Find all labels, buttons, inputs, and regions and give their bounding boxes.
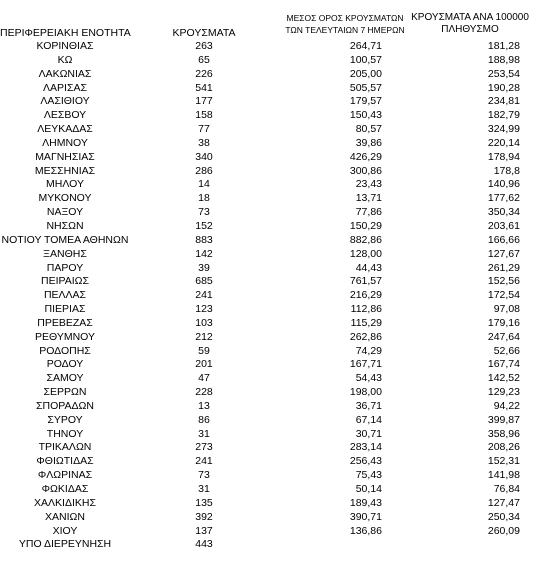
cell-per100k: 152,31 [487, 455, 520, 468]
table-row [0, 248, 538, 262]
cell-cases: 201 [195, 358, 213, 371]
cell-area: ΧΑΝΙΩΝ [45, 510, 85, 523]
cell-avg7: 112,86 [350, 303, 382, 316]
cell-cases: 443 [195, 538, 213, 551]
cell-cases: 340 [195, 150, 213, 163]
cell-area: ΠΡΕΒΕΖΑΣ [37, 316, 93, 329]
cell-avg7: 150,43 [349, 109, 382, 122]
header-per100k [400, 12, 538, 36]
table-row [0, 178, 538, 192]
cell-area: ΣΑΜΟΥ [46, 372, 84, 385]
table-row [0, 165, 538, 179]
cell-per100k: 358,96 [487, 427, 520, 440]
cell-per100k: 129,23 [487, 386, 520, 399]
cell-cases: 73 [198, 206, 210, 219]
cell-cases: 65 [198, 53, 210, 66]
cell-cases: 286 [195, 164, 213, 177]
cell-avg7: 128,00 [349, 247, 382, 260]
table-row [0, 469, 538, 483]
cell-cases: 123 [195, 303, 213, 316]
cell-area: ΚΩ [57, 53, 73, 66]
cell-area: ΡΕΘΥΜΝΟΥ [34, 330, 95, 343]
cell-cases: 38 [198, 136, 210, 149]
header-avg7-line2: ΤΩΝ ΤΕΛΕΥΤΑΙΩΝ 7 ΗΜΕΡΩΝ [285, 25, 405, 35]
table-row [0, 275, 538, 289]
cell-area: ΧΙΟΥ [52, 524, 78, 537]
cell-avg7: 256,43 [349, 455, 382, 468]
cell-cases: 18 [198, 192, 210, 205]
cell-cases: 241 [195, 455, 213, 468]
table-row [0, 538, 538, 552]
cell-cases: 228 [195, 386, 213, 399]
cell-avg7: 505,57 [349, 81, 382, 94]
table-row [0, 497, 538, 511]
cell-avg7: 283,14 [349, 441, 382, 454]
cell-cases: 177 [195, 95, 213, 108]
cell-area: ΣΥΡΟΥ [47, 413, 83, 426]
table-row [0, 137, 538, 151]
cell-per100k: 247,64 [487, 330, 520, 343]
cell-avg7: 150,29 [349, 219, 382, 232]
cell-avg7: 39,86 [355, 136, 382, 149]
cell-cases: 77 [198, 123, 210, 136]
cell-cases: 135 [195, 496, 213, 509]
cell-per100k: 94,22 [493, 399, 520, 412]
table-row [0, 151, 538, 165]
table-row [0, 234, 538, 248]
cell-avg7: 882,86 [349, 233, 382, 246]
cell-per100k: 182,79 [487, 109, 520, 122]
cell-area: ΜΗΛΟΥ [46, 178, 84, 191]
table-row [0, 358, 538, 372]
table-row [0, 428, 538, 442]
cell-area: ΛΕΥΚΑΔΑΣ [37, 123, 93, 136]
cell-per100k: 203,61 [487, 219, 520, 232]
cell-per100k: 250,34 [487, 510, 520, 523]
cell-area: ΛΗΜΝΟΥ [42, 136, 88, 149]
cell-avg7: 205,00 [349, 67, 382, 80]
table-row [0, 206, 538, 220]
header-area: ΠΕΡΙΦΕΡΕΙΑΚΗ ΕΝΟΤΗΤΑ [0, 27, 131, 39]
table-row [0, 303, 538, 317]
table-row [0, 441, 538, 455]
cell-area: ΦΩΚΙΔΑΣ [41, 483, 89, 495]
table-row [0, 400, 538, 414]
cell-cases: 14 [198, 178, 210, 191]
table-row [0, 54, 538, 68]
cell-avg7: 167,71 [349, 358, 382, 371]
cell-cases: 263 [195, 40, 213, 52]
cell-area: ΣΕΡΡΩΝ [43, 386, 87, 399]
cell-avg7: 179,57 [349, 95, 382, 108]
table-row [0, 525, 538, 539]
cell-per100k: 324,99 [487, 123, 520, 136]
cell-avg7: 189,43 [349, 496, 382, 509]
cell-avg7: 198,00 [349, 386, 382, 399]
cell-per100k: 52,66 [493, 344, 520, 357]
cell-area: ΠΙΕΡΙΑΣ [44, 303, 86, 316]
cell-avg7: 36,71 [355, 399, 382, 412]
cell-cases: 883 [195, 233, 213, 246]
cell-per100k: 140,96 [487, 178, 520, 191]
cell-cases: 59 [198, 344, 210, 357]
cell-avg7: 300,86 [349, 164, 382, 177]
cell-per100k: 350,34 [487, 206, 520, 219]
cell-cases: 31 [198, 483, 210, 495]
cell-avg7: 23,43 [355, 178, 382, 191]
cell-area: ΛΑΣΙΘΙΟΥ [40, 95, 90, 108]
table-row [0, 68, 538, 82]
table-row [0, 372, 538, 386]
cell-cases: 73 [198, 469, 210, 482]
table-row [0, 82, 538, 96]
cell-cases: 685 [195, 275, 213, 288]
cell-per100k: 172,54 [487, 289, 520, 302]
table-row [0, 289, 538, 303]
cell-avg7: 761,57 [349, 275, 382, 288]
table-row [0, 95, 538, 109]
cell-per100k: 234,81 [487, 95, 520, 108]
cell-cases: 13 [198, 399, 210, 412]
cell-avg7: 30,71 [355, 427, 382, 440]
cell-cases: 212 [195, 330, 213, 343]
cell-avg7: 115,29 [350, 316, 382, 329]
cell-cases: 226 [195, 67, 213, 80]
cell-area: ΣΠΟΡΑΔΩΝ [36, 399, 94, 412]
table-body [0, 40, 538, 552]
cell-area: ΧΑΛΚΙΔΙΚΗΣ [34, 496, 96, 509]
cell-area: ΡΟΔΟΥ [46, 358, 84, 371]
cell-per100k: 177,62 [487, 192, 520, 205]
cell-per100k: 261,29 [487, 261, 520, 274]
cell-avg7: 264,71 [349, 40, 382, 52]
cell-avg7: 74,29 [355, 344, 382, 357]
cell-avg7: 136,86 [349, 524, 382, 537]
table-row [0, 345, 538, 359]
header-per100k-line1: ΚΡΟΥΣΜΑΤΑ ΑΝΑ 100000 [411, 12, 529, 23]
cell-area: ΚΟΡΙΝΘΙΑΣ [36, 40, 94, 52]
cell-avg7: 50,14 [355, 483, 382, 495]
table-row [0, 220, 538, 234]
cell-area: ΠΑΡΟΥ [46, 261, 84, 274]
cell-per100k: 178,94 [487, 150, 520, 163]
cell-avg7: 67,14 [355, 413, 382, 426]
cell-avg7: 426,29 [349, 150, 382, 163]
cell-area: ΤΗΝΟΥ [46, 427, 84, 440]
header-cases: ΚΡΟΥΣΜΑΤΑ [172, 27, 236, 39]
table-row [0, 192, 538, 206]
cell-cases: 137 [195, 524, 213, 537]
table-row [0, 511, 538, 525]
table-row [0, 386, 538, 400]
table-row [0, 40, 538, 54]
cell-cases: 273 [195, 441, 213, 454]
cell-per100k: 127,67 [487, 247, 520, 260]
cell-per100k: 399,87 [487, 413, 520, 426]
cell-avg7: 80,57 [355, 123, 382, 136]
cell-area: ΞΑΝΘΗΣ [43, 247, 87, 260]
cell-per100k: 141,98 [487, 469, 520, 482]
cell-avg7: 75,43 [355, 469, 382, 482]
cell-per100k: 167,74 [487, 358, 520, 371]
cell-area: ΜΕΣΣΗΝΙΑΣ [34, 164, 96, 177]
cell-area: ΛΑΚΩΝΙΑΣ [38, 67, 92, 80]
cell-cases: 152 [195, 219, 213, 232]
table-row [0, 331, 538, 345]
cell-per100k: 152,56 [487, 275, 520, 288]
cell-avg7: 262,86 [349, 330, 382, 343]
cell-area: ΜΥΚΟΝΟΥ [38, 192, 92, 205]
cell-cases: 142 [195, 247, 213, 260]
cell-per100k: 179,16 [487, 316, 520, 329]
cell-per100k: 188,98 [487, 53, 520, 66]
cell-avg7: 54,43 [355, 372, 382, 385]
cell-per100k: 208,26 [487, 441, 520, 454]
table-row [0, 317, 538, 331]
cell-per100k: 127,47 [487, 496, 520, 509]
cell-cases: 241 [195, 289, 213, 302]
cell-avg7: 390,71 [349, 510, 382, 523]
cell-area: ΦΛΩΡΙΝΑΣ [37, 469, 93, 482]
table-row [0, 123, 538, 137]
header-per100k-line2: ΠΛΗΘΥΣΜΟ [441, 24, 499, 35]
cell-area: ΜΑΓΝΗΣΙΑΣ [35, 150, 95, 163]
cell-avg7: 44,43 [355, 261, 382, 274]
cell-area: ΠΕΙΡΑΙΩΣ [41, 275, 89, 288]
cell-per100k: 190,28 [487, 81, 520, 94]
table-row [0, 455, 538, 469]
cell-cases: 541 [195, 81, 213, 94]
cell-cases: 31 [198, 427, 210, 440]
table-row [0, 109, 538, 123]
cell-area: ΝΟΤΙΟΥ ΤΟΜΕΑ ΑΘΗΝΩΝ [1, 233, 129, 246]
cell-avg7: 216,29 [349, 289, 382, 302]
cell-per100k: 142,52 [487, 372, 520, 385]
cell-cases: 86 [198, 413, 210, 426]
cell-area: ΝΑΞΟΥ [46, 206, 84, 219]
cell-area: ΦΘΙΩΤΙΔΑΣ [36, 455, 94, 468]
cell-per100k: 260,09 [487, 524, 520, 537]
cell-cases: 158 [195, 109, 213, 122]
table-header [0, 0, 538, 40]
cell-per100k: 97,08 [493, 303, 520, 316]
table-row [0, 483, 538, 497]
cell-per100k: 76,84 [493, 483, 520, 495]
cell-per100k: 166,66 [487, 233, 520, 246]
cell-area: ΥΠΟ ΔΙΕΡΕΥΝΗΣΗ [18, 538, 112, 551]
cell-per100k: 253,54 [487, 67, 520, 80]
cell-avg7: 13,71 [355, 192, 382, 205]
cell-cases: 47 [198, 372, 210, 385]
cell-avg7: 77,86 [355, 206, 382, 219]
cell-cases: 392 [195, 510, 213, 523]
cell-area: ΛΑΡΙΣΑΣ [43, 81, 87, 94]
cell-area: ΡΟΔΟΠΗΣ [39, 344, 91, 357]
cell-area: ΛΕΣΒΟΥ [43, 109, 87, 122]
cell-area: ΠΕΛΛΑΣ [43, 289, 87, 302]
cell-cases: 39 [198, 261, 210, 274]
header-avg7-line1: ΜΕΣΟΣ ΟΡΟΣ ΚΡΟΥΣΜΑΤΩΝ [286, 13, 404, 23]
cell-cases: 103 [195, 316, 213, 329]
cell-area: ΝΗΣΩΝ [46, 219, 84, 232]
cell-area: ΤΡΙΚΑΛΩΝ [38, 441, 92, 454]
cell-avg7: 100,57 [349, 53, 382, 66]
cell-per100k: 178,8 [493, 164, 520, 177]
table-row [0, 262, 538, 276]
cell-per100k: 181,28 [487, 40, 520, 52]
cell-per100k: 220,14 [487, 136, 520, 149]
table-row [0, 414, 538, 428]
